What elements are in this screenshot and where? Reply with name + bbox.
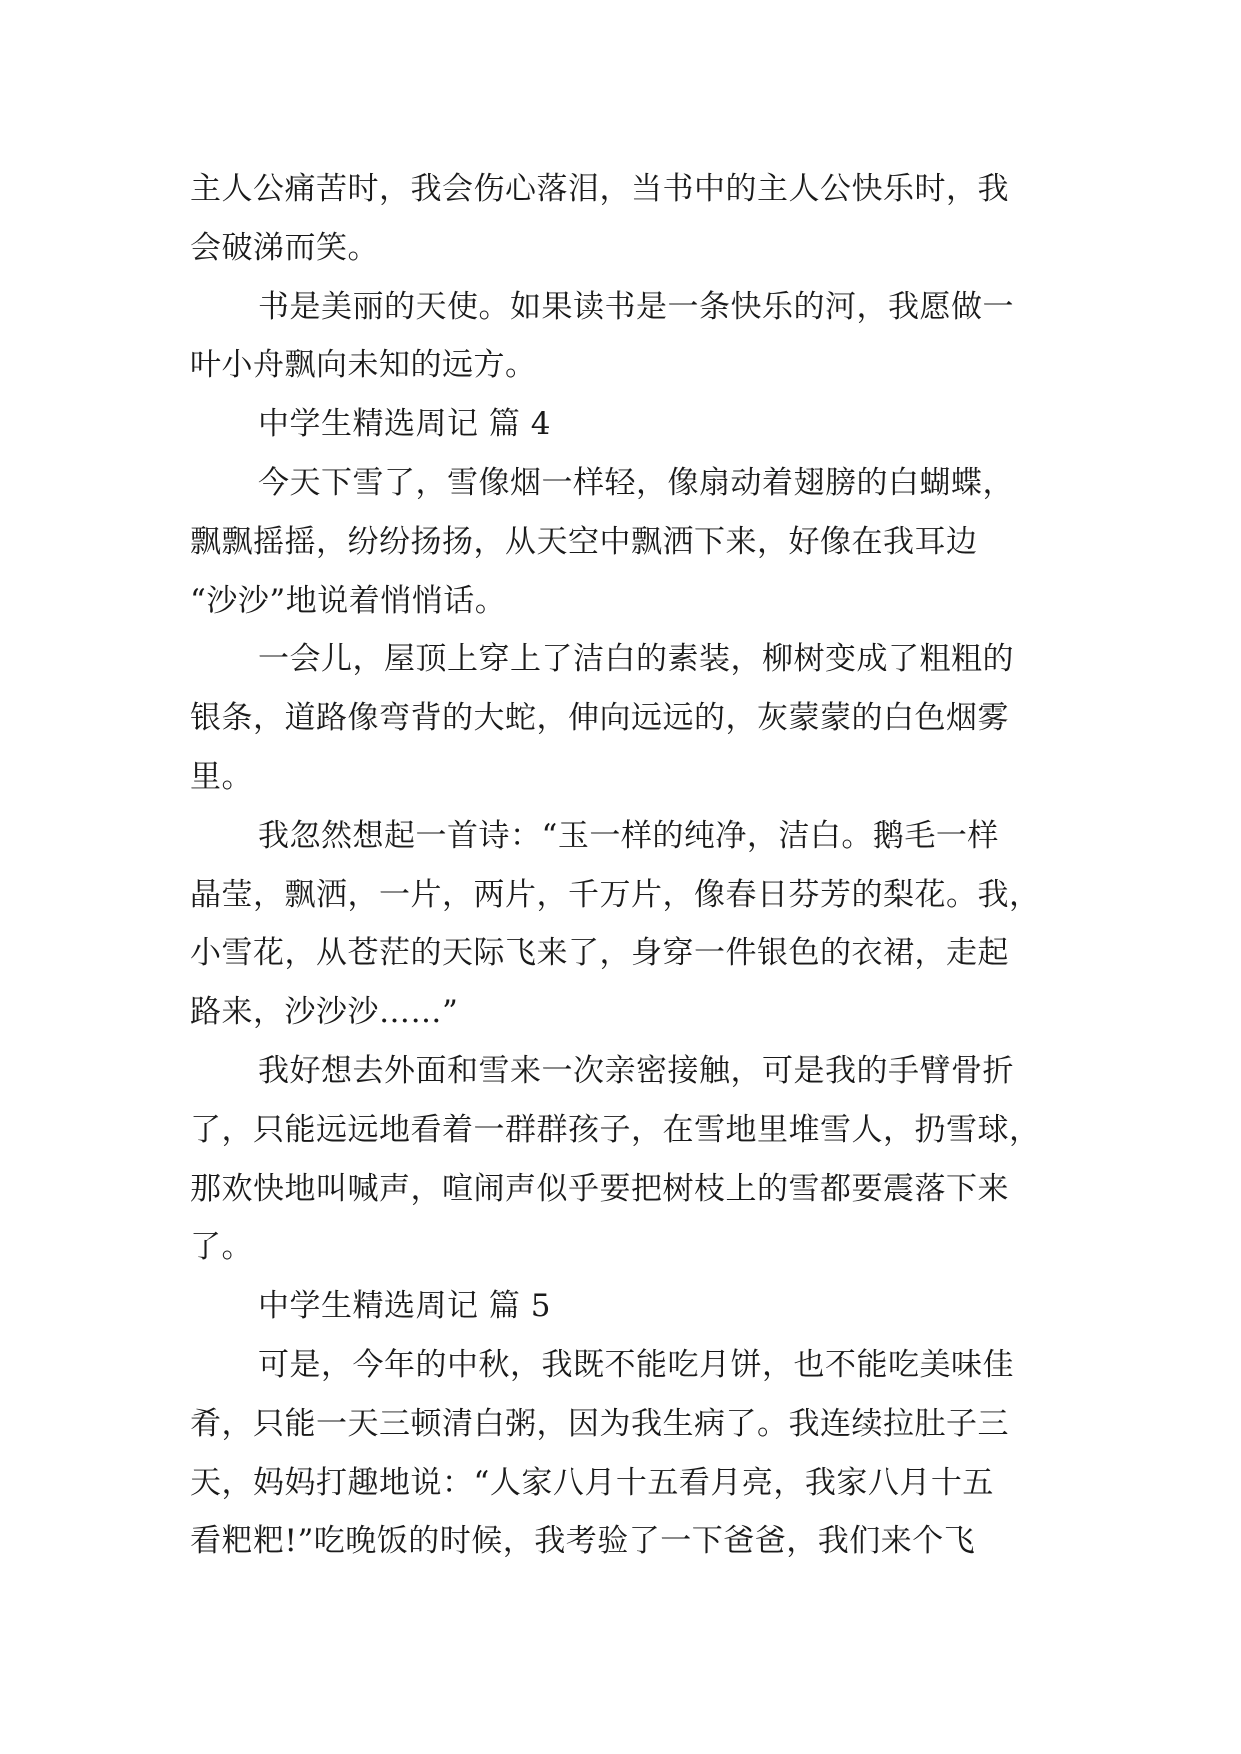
text-line: 肴，只能一天三顿清白粥，因为我生病了。我连续拉肚子三 bbox=[190, 1405, 1009, 1442]
text-line: 银条，道路像弯背的大蛇，伸向远远的，灰蒙蒙的白色烟雾 bbox=[190, 700, 1009, 737]
text-line: 天，妈妈打趣地说：“人家八月十五看月亮，我家八月十五 bbox=[190, 1464, 994, 1501]
text-line: 路来，沙沙沙……” bbox=[190, 994, 459, 1031]
text-line: 我忽然想起一首诗：“玉一样的纯净，洁白。鹅毛一样 bbox=[258, 817, 999, 854]
text-line: 那欢快地叫喊声，喧闹声似乎要把树枝上的雪都要震落下来 bbox=[190, 1170, 1009, 1207]
text-line: 可是，今年的中秋，我既不能吃月饼，也不能吃美味佳 bbox=[258, 1346, 1014, 1383]
text-line: 叶小舟飘向未知的远方。 bbox=[190, 347, 537, 384]
text-line: “沙沙”地说着悄悄话。 bbox=[190, 582, 507, 619]
section-heading: 中学生精选周记 篇 5 bbox=[258, 1288, 551, 1325]
section-heading: 中学生精选周记 篇 4 bbox=[258, 406, 551, 443]
text-line: 会破涕而笑。 bbox=[190, 229, 379, 266]
text-line: 一会儿，屋顶上穿上了洁白的素装，柳树变成了粗粗的 bbox=[258, 641, 1014, 678]
text-line: 了，只能远远地看着一群群孩子，在雪地里堆雪人，扔雪球， bbox=[190, 1111, 1041, 1148]
text-line: 飘飘摇摇，纷纷扬扬，从天空中飘洒下来，好像在我耳边 bbox=[190, 523, 978, 560]
text-line: 了。 bbox=[190, 1229, 253, 1266]
text-line: 今天下雪了，雪像烟一样轻，像扇动着翅膀的白蝴蝶， bbox=[258, 464, 1014, 501]
text-line: 晶莹，飘洒，一片，两片，千万片，像春日芬芳的梨花。我， bbox=[190, 876, 1041, 913]
text-line: 里。 bbox=[190, 758, 253, 795]
text-line: 书是美丽的天使。如果读书是一条快乐的河，我愿做一 bbox=[258, 288, 1014, 325]
text-line: 小雪花，从苍茫的天际飞来了，身穿一件银色的衣裙，走起 bbox=[190, 935, 1009, 972]
document-body bbox=[190, 160, 1052, 1571]
text-line: 我好想去外面和雪来一次亲密接触，可是我的手臂骨折 bbox=[258, 1052, 1014, 1089]
text-line: 看粑粑!”吃晚饭的时候，我考验了一下爸爸，我们来个飞 bbox=[190, 1523, 976, 1560]
text-line: 主人公痛苦时，我会伤心落泪，当书中的主人公快乐时，我 bbox=[190, 171, 1009, 207]
